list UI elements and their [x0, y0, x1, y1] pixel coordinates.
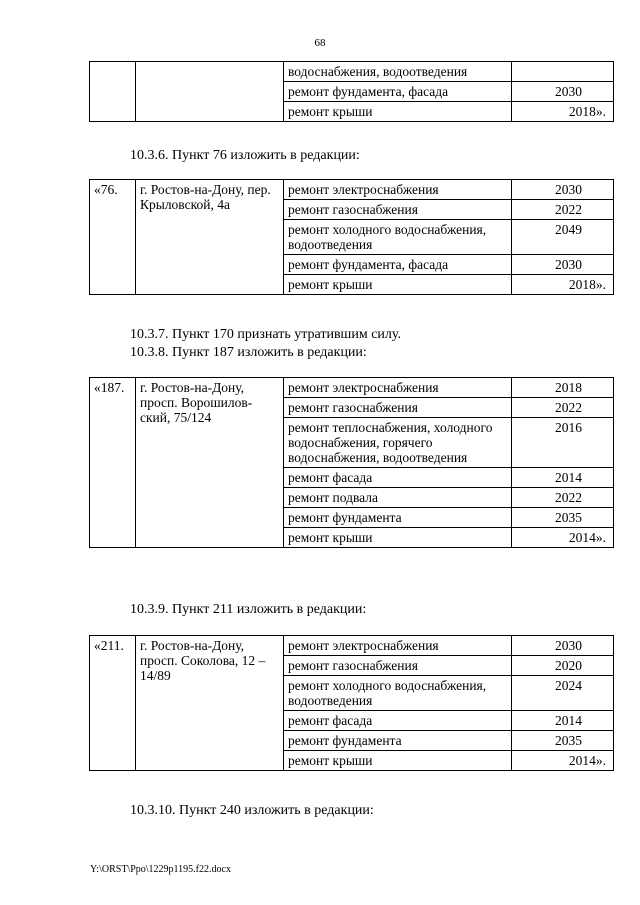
cell-work: ремонт фасада [284, 711, 512, 731]
cell-year: 2016 [512, 418, 614, 468]
cell-work: ремонт фасада [284, 468, 512, 488]
cell-year: 2018». [512, 102, 614, 122]
cell-work: ремонт фундамента, фасада [284, 255, 512, 275]
table-item-211 [89, 635, 614, 771]
paragraph-10-3-7: 10.3.7. Пункт 170 признать утратившим силу. [130, 327, 401, 342]
cell-num: «76. [90, 180, 136, 295]
cell-year: 2014». [512, 751, 614, 771]
cell-work: ремонт фундамента [284, 731, 512, 751]
cell-work: ремонт крыши [284, 275, 512, 295]
cell-work: ремонт газоснабжения [284, 398, 512, 418]
cell-year: 2024 [512, 676, 614, 711]
cell-year: 2022 [512, 488, 614, 508]
cell-work: ремонт электроснабжения [284, 636, 512, 656]
cell-work: ремонт электроснабжения [284, 180, 512, 200]
cell-year: 2030 [512, 82, 614, 102]
cell-year: 2018». [512, 275, 614, 295]
cell-work: ремонт газоснабжения [284, 200, 512, 220]
cell-address: г. Ростов-на-Дону, просп. Ворошилов-ский, 75/124 [136, 378, 284, 548]
paragraph-10-3-6: 10.3.6. Пункт 76 изложить в редакции: [130, 148, 360, 163]
cell-work: ремонт газоснабжения [284, 656, 512, 676]
cell-work: ремонт холодного водоснабжения, водоотведения [284, 220, 512, 255]
table-item-76 [89, 179, 614, 295]
cell-year: 2014 [512, 711, 614, 731]
cell-work: ремонт фундамента, фасада [284, 82, 512, 102]
table-row [90, 636, 614, 656]
cell-address: г. Ростов-на-Дону, пер. Крыловской, 4а [136, 180, 284, 295]
cell-year: 2018 [512, 378, 614, 398]
cell-num: «187. [90, 378, 136, 548]
cell-address [136, 62, 284, 122]
cell-work: ремонт подвала [284, 488, 512, 508]
cell-year: 2035 [512, 508, 614, 528]
cell-work: ремонт электроснабжения [284, 378, 512, 398]
cell-work: ремонт крыши [284, 751, 512, 771]
table-item-187 [89, 377, 614, 548]
cell-year: 2014». [512, 528, 614, 548]
paragraph-10-3-10: 10.3.10. Пункт 240 изложить в редакции: [130, 803, 374, 818]
cell-work: ремонт крыши [284, 528, 512, 548]
cell-work: ремонт крыши [284, 102, 512, 122]
cell-work: водоснабжения, водоотведения [284, 62, 512, 82]
cell-work: ремонт фундамента [284, 508, 512, 528]
paragraph-10-3-8: 10.3.8. Пункт 187 изложить в редакции: [130, 345, 367, 360]
cell-year: 2020 [512, 656, 614, 676]
cell-work: ремонт холодного водоснабжения, водоотведения [284, 676, 512, 711]
paragraph-10-3-9: 10.3.9. Пункт 211 изложить в редакции: [130, 602, 367, 617]
cell-year: 2014 [512, 468, 614, 488]
cell-year [512, 62, 614, 82]
table-row [90, 62, 614, 82]
cell-year: 2030 [512, 180, 614, 200]
table-continuation [89, 61, 614, 122]
cell-year: 2030 [512, 636, 614, 656]
page-number: 68 [314, 37, 326, 49]
cell-year: 2022 [512, 398, 614, 418]
cell-year: 2022 [512, 200, 614, 220]
cell-year: 2035 [512, 731, 614, 751]
cell-num: «211. [90, 636, 136, 771]
cell-work: ремонт теплоснабжения, холодного водоснабжения, горячего водоснабжения, водоотведения [284, 418, 512, 468]
table-row [90, 180, 614, 200]
table-row [90, 378, 614, 398]
footer-file-path: Y:\ORST\Ppo\1229p1195.f22.docx [90, 864, 231, 875]
cell-year: 2049 [512, 220, 614, 255]
cell-address: г. Ростов-на-Дону, просп. Соколова, 12 – 14/89 [136, 636, 284, 771]
cell-year: 2030 [512, 255, 614, 275]
cell-num [90, 62, 136, 122]
